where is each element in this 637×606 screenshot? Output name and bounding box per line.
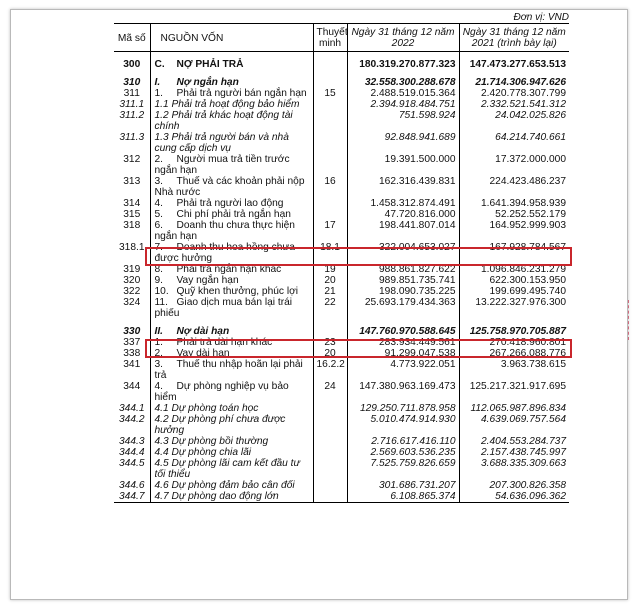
row-value-2021: 2.404.553.284.737 — [459, 436, 569, 447]
row-value-2022: 147.380.963.169.473 — [347, 381, 459, 403]
row-prefix: 1. — [154, 88, 163, 99]
row-name — [150, 326, 313, 337]
row-value-2021: 1.096.846.231.279 — [459, 264, 569, 275]
row-name — [150, 359, 313, 381]
row-label: Nợ ngắn hạn — [176, 77, 239, 88]
row-value-2022: 92.848.941.689 — [347, 132, 459, 154]
row-label: Vay ngắn hạn — [176, 275, 239, 286]
row-value-2022: 91.299.047.538 — [347, 348, 459, 359]
row-note — [313, 480, 347, 491]
table-row — [114, 403, 569, 414]
row-note — [313, 154, 347, 176]
row-value-2021: 199.699.495.740 — [459, 286, 569, 297]
row-code: 300 — [123, 59, 141, 70]
row-name — [150, 297, 313, 319]
row-note — [313, 458, 347, 480]
row-prefix: 11. — [154, 297, 168, 308]
row-code: 318.1 — [119, 242, 145, 253]
row-name — [150, 198, 313, 209]
row-value-2022: 989.851.735.741 — [347, 275, 459, 286]
table-row — [114, 110, 569, 132]
row-label: Phải trả người lao động — [176, 198, 284, 209]
spacer-row — [114, 52, 569, 60]
row-name — [150, 275, 313, 286]
spacer-row — [114, 70, 569, 77]
row-note — [313, 414, 347, 436]
row-prefix: 3. — [154, 176, 163, 187]
table-row — [114, 359, 569, 381]
table-row — [114, 491, 569, 503]
row-value-2021: 164.952.999.903 — [459, 220, 569, 242]
row-note — [313, 110, 347, 132]
row-value-2022: 2.394.918.484.751 — [347, 99, 459, 110]
document-page — [10, 9, 628, 600]
row-code: 344 — [123, 381, 141, 392]
row-code: 324 — [123, 297, 141, 308]
row-note: 21 — [313, 286, 347, 297]
row-name — [150, 154, 313, 176]
row-note — [313, 326, 347, 337]
row-note: 17 — [313, 220, 347, 242]
row-prefix: 10. — [154, 286, 169, 297]
table-row — [114, 414, 569, 436]
row-value-2021: 52.252.552.179 — [459, 209, 569, 220]
row-code: 320 — [123, 275, 141, 286]
row-note: 20 — [313, 348, 347, 359]
row-value-2021: 64.214.740.661 — [459, 132, 569, 154]
row-code: 311.2 — [119, 110, 145, 121]
row-prefix: 4. — [154, 198, 163, 209]
row-value-2021: 112.065.987.896.834 — [459, 403, 569, 414]
row-value-2021: 3.963.738.615 — [459, 359, 569, 381]
row-value-2021: 167.928.784.567 — [459, 242, 569, 264]
row-value-2022: 751.598.924 — [347, 110, 459, 132]
row-value-2021: 622.300.153.950 — [459, 275, 569, 286]
row-code: 337 — [123, 337, 141, 348]
row-code: 344.5 — [119, 458, 145, 469]
row-value-2022: 180.319.270.877.323 — [347, 59, 459, 70]
row-name — [150, 176, 313, 198]
row-code: 344.4 — [119, 447, 145, 458]
row-value-2021: 1.641.394.958.939 — [459, 198, 569, 209]
row-name: 4.1 Dự phòng toán học — [150, 403, 313, 414]
row-value-2022: 1.458.312.874.491 — [347, 198, 459, 209]
header-2021: Ngày 31 tháng 12 năm 2021 (trình bày lại) — [459, 24, 569, 52]
row-code: 344.7 — [114, 491, 150, 503]
row-name — [150, 286, 313, 297]
row-prefix: I. — [154, 77, 161, 88]
row-value-2021: 125.217.321.917.695 — [459, 381, 569, 403]
row-name: 4.2 Dự phòng phí chưa được hưởng — [150, 414, 313, 436]
row-name: 1.1 Phải trả hoạt động bảo hiểm — [150, 99, 313, 110]
row-code: 311 — [123, 88, 140, 99]
row-value-2021: 147.473.277.653.513 — [459, 59, 569, 70]
row-value-2021: 2.157.438.745.997 — [459, 447, 569, 458]
row-value-2021: 224.423.486.237 — [459, 176, 569, 198]
row-code: 319 — [123, 264, 141, 275]
row-label: Phải trả ngắn hạn khác — [176, 264, 282, 275]
row-prefix: II. — [154, 326, 163, 337]
table-row — [114, 198, 569, 209]
row-note — [313, 209, 347, 220]
row-code: 344.1 — [119, 403, 145, 414]
table-row — [114, 77, 569, 88]
row-value-2022: 47.720.816.000 — [347, 209, 459, 220]
row-prefix: 6. — [154, 220, 163, 231]
row-value-2022: 2.716.617.416.110 — [347, 436, 459, 447]
row-value-2021: 270.418.960.801 — [459, 337, 569, 348]
table-row — [114, 99, 569, 110]
table-row — [114, 447, 569, 458]
row-note: 15 — [313, 88, 347, 99]
row-value-2022: 283.934.449.561 — [347, 337, 459, 348]
row-label: Doanh thu hoa hồng chưa được hưởng — [154, 242, 295, 264]
row-label: Vay dài hạn — [176, 348, 230, 359]
table-row — [114, 286, 569, 297]
table-row — [114, 297, 569, 319]
page-edge-mark — [628, 300, 635, 340]
row-value-2022: 2.488.519.015.364 — [347, 88, 459, 99]
row-value-2022: 129.250.711.878.958 — [347, 403, 459, 414]
row-note — [313, 447, 347, 458]
row-value-2022: 301.686.731.207 — [347, 480, 459, 491]
row-value-2022: 198.090.735.225 — [347, 286, 459, 297]
row-name: 1.3 Phải trả người bán và nhà cung cấp dịch vụ — [150, 132, 313, 154]
row-code: 311.1 — [119, 99, 145, 110]
unit-label: Đơn vị: VND — [513, 12, 569, 23]
table-row — [114, 275, 569, 286]
row-value-2022: 198.441.807.014 — [347, 220, 459, 242]
row-code: 311.3 — [119, 132, 145, 143]
row-code: 310 — [123, 77, 141, 88]
row-name — [150, 77, 313, 88]
row-note: 18.1 — [313, 242, 347, 264]
row-name — [150, 220, 313, 242]
row-note: 19 — [313, 264, 347, 275]
row-prefix: 8. — [154, 264, 163, 275]
row-value-2022: 162.316.439.831 — [347, 176, 459, 198]
row-code: 314 — [123, 198, 141, 209]
row-label: Dự phòng nghiệp vụ bảo hiểm — [154, 381, 289, 403]
table-row — [114, 458, 569, 480]
row-name — [150, 209, 313, 220]
row-prefix: 9. — [154, 275, 163, 286]
row-value-2022: 2.569.603.536.235 — [347, 447, 459, 458]
row-prefix: 1. — [154, 337, 163, 348]
row-prefix: 3. — [154, 359, 163, 370]
row-value-2022: 988.861.827.622 — [347, 264, 459, 275]
row-value-2022: 19.391.500.000 — [347, 154, 459, 176]
row-label: Nợ dài hạn — [176, 326, 230, 337]
header-name: NGUỒN VỐN — [150, 24, 313, 52]
row-name: 4.5 Dự phòng lãi cam kết đầu tư tối thiểu — [150, 458, 313, 480]
row-value-2021: 54.636.096.362 — [459, 491, 569, 503]
row-name: 1.2 Phải trả khác hoạt động tài chính — [150, 110, 313, 132]
row-value-2022: 4.773.922.051 — [347, 359, 459, 381]
row-label: Phải trả dài hạn khác — [176, 337, 273, 348]
row-name: 4.3 Dự phòng bồi thường — [150, 436, 313, 447]
row-label: Giao dịch mua bán lại trái phiếu — [154, 297, 293, 319]
row-prefix: 5. — [154, 209, 163, 220]
row-name: 4.6 Dự phòng đảm bảo cân đối — [150, 480, 313, 491]
table-row — [114, 154, 569, 176]
row-value-2021: 125.758.970.705.887 — [459, 326, 569, 337]
row-name: 4.4 Dự phòng chia lãi — [150, 447, 313, 458]
row-code: 313 — [123, 176, 141, 187]
table-row — [114, 436, 569, 447]
table-row — [114, 132, 569, 154]
table-row — [114, 220, 569, 242]
row-value-2021: 267.266.088.776 — [459, 348, 569, 359]
row-label: NỢ PHẢI TRẢ — [176, 59, 244, 70]
row-prefix: 4. — [154, 381, 163, 392]
table-row — [114, 88, 569, 99]
row-note — [313, 198, 347, 209]
row-value-2022: 6.108.865.374 — [347, 491, 459, 503]
row-value-2022: 5.010.474.914.930 — [347, 414, 459, 436]
row-value-2022: 322.004.653.027 — [347, 242, 459, 264]
row-code: 312 — [123, 154, 141, 165]
header-2022: Ngày 31 tháng 12 năm 2022 — [347, 24, 459, 52]
row-name — [150, 59, 313, 70]
row-note — [313, 436, 347, 447]
table-row — [114, 209, 569, 220]
row-code: 341 — [123, 359, 141, 370]
row-note — [313, 77, 347, 88]
table-row — [114, 176, 569, 198]
row-note — [313, 132, 347, 154]
table-row — [114, 326, 569, 337]
row-code: 338 — [123, 348, 141, 359]
row-code: 344.6 — [119, 480, 145, 491]
highlight-row-314 — [145, 247, 572, 266]
row-note: 16 — [313, 176, 347, 198]
row-note — [313, 59, 347, 70]
row-code: 318 — [123, 220, 141, 231]
row-value-2021: 21.714.306.947.626 — [459, 77, 569, 88]
row-value-2021: 4.639.069.757.564 — [459, 414, 569, 436]
row-note: 24 — [313, 381, 347, 403]
row-prefix: 2. — [154, 154, 163, 165]
header-code: Mã số — [114, 24, 150, 52]
row-note: 16.2.2 — [313, 359, 347, 381]
row-code: 330 — [123, 326, 141, 337]
header-note: Thuyết minh — [313, 24, 347, 52]
row-prefix: 2. — [154, 348, 163, 359]
row-value-2022: 147.760.970.588.645 — [347, 326, 459, 337]
row-label: Thuế thu nhập hoãn lại phải trả — [154, 359, 303, 381]
row-label: Phải trả người bán ngắn hạn — [176, 88, 307, 99]
row-value-2021: 13.222.327.976.300 — [459, 297, 569, 319]
row-note — [313, 403, 347, 414]
row-value-2021: 2.332.521.541.312 — [459, 99, 569, 110]
row-code: 315 — [123, 209, 141, 220]
row-name — [150, 381, 313, 403]
table-row — [114, 59, 569, 70]
highlight-row-322 — [145, 339, 572, 358]
row-prefix: 7. — [154, 242, 163, 253]
row-note: 20 — [313, 275, 347, 286]
row-note — [313, 491, 347, 503]
row-code: 344.2 — [119, 414, 145, 425]
table-row — [114, 381, 569, 403]
row-value-2022: 7.525.759.826.659 — [347, 458, 459, 480]
row-label: Chi phí phải trả ngắn hạn — [176, 209, 291, 220]
row-value-2022: 32.558.300.288.678 — [347, 77, 459, 88]
row-code: 344.3 — [119, 436, 145, 447]
row-value-2021: 17.372.000.000 — [459, 154, 569, 176]
table-row — [114, 480, 569, 491]
row-label: Thuế và các khoản phải nộp Nhà nước — [154, 176, 305, 198]
row-value-2021: 2.420.778.307.799 — [459, 88, 569, 99]
row-note — [313, 99, 347, 110]
row-code: 322 — [123, 286, 141, 297]
row-name: 4.7 Dự phòng dao động lớn — [150, 491, 313, 503]
table-header — [114, 24, 569, 52]
row-prefix: C. — [154, 59, 165, 70]
row-label: Quỹ khen thưởng, phúc lợi — [176, 286, 299, 297]
row-label: Người mua trả tiền trước ngắn hạn — [154, 154, 290, 176]
row-note: 22 — [313, 297, 347, 319]
row-value-2021: 24.042.025.826 — [459, 110, 569, 132]
row-label: Doanh thu chưa thực hiện ngắn hạn — [154, 220, 295, 242]
row-name — [150, 88, 313, 99]
row-value-2021: 207.300.826.358 — [459, 480, 569, 491]
row-value-2022: 25.693.179.434.363 — [347, 297, 459, 319]
row-note: 23 — [313, 337, 347, 348]
row-value-2021: 3.688.335.309.663 — [459, 458, 569, 480]
spacer-row — [114, 319, 569, 326]
